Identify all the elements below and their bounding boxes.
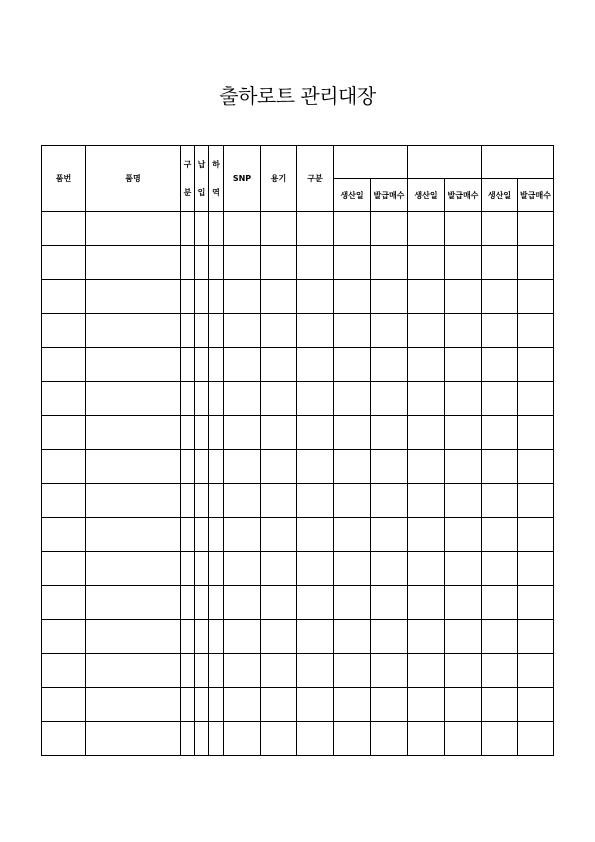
table-cell[interactable] <box>334 450 371 484</box>
table-cell[interactable] <box>42 382 86 416</box>
table-cell[interactable] <box>408 382 445 416</box>
table-cell[interactable] <box>195 484 209 518</box>
table-cell[interactable] <box>371 552 408 586</box>
table-cell[interactable] <box>261 348 297 382</box>
table-cell[interactable] <box>195 722 209 756</box>
table-cell[interactable] <box>445 246 482 280</box>
table-cell[interactable] <box>181 246 195 280</box>
table-cell[interactable] <box>86 552 181 586</box>
table-cell[interactable] <box>518 246 554 280</box>
header-snp: SNP <box>224 146 261 212</box>
header-group-2 <box>408 146 482 179</box>
table-cell[interactable] <box>297 654 334 688</box>
table-cell[interactable] <box>224 722 261 756</box>
table-cell[interactable] <box>181 518 195 552</box>
table-cell[interactable] <box>518 722 554 756</box>
header-production-date: 생산일 <box>334 179 371 212</box>
table-cell[interactable] <box>297 314 334 348</box>
table-cell[interactable] <box>371 314 408 348</box>
table-cell[interactable] <box>181 416 195 450</box>
table-cell[interactable] <box>261 382 297 416</box>
table-cell[interactable] <box>42 280 86 314</box>
table-cell[interactable] <box>408 688 445 722</box>
table-cell[interactable] <box>297 212 334 246</box>
table-cell[interactable] <box>518 416 554 450</box>
table-cell[interactable] <box>42 348 86 382</box>
header-issue-count: 발급매수 <box>445 179 482 212</box>
table-cell[interactable] <box>42 484 86 518</box>
table-row <box>42 518 554 552</box>
table-cell[interactable] <box>408 620 445 654</box>
table-cell[interactable] <box>209 382 224 416</box>
table-cell[interactable] <box>209 280 224 314</box>
table-cell[interactable] <box>195 688 209 722</box>
table-cell[interactable] <box>86 246 181 280</box>
table-cell[interactable] <box>209 722 224 756</box>
table-cell[interactable] <box>371 586 408 620</box>
table-row <box>42 382 554 416</box>
table-cell[interactable] <box>86 722 181 756</box>
header-category-bottom: 분 <box>183 188 192 197</box>
table-cell[interactable] <box>42 688 86 722</box>
header-row-top <box>42 146 554 179</box>
table-cell[interactable] <box>261 416 297 450</box>
header-part-name: 품명 <box>86 146 181 212</box>
table-cell[interactable] <box>297 484 334 518</box>
table-cell[interactable] <box>195 586 209 620</box>
table-cell[interactable] <box>334 348 371 382</box>
table-cell[interactable] <box>371 518 408 552</box>
table-cell[interactable] <box>518 654 554 688</box>
table-cell[interactable] <box>209 552 224 586</box>
table-cell[interactable] <box>209 620 224 654</box>
table-cell[interactable] <box>42 416 86 450</box>
table-row <box>42 246 554 280</box>
table-cell[interactable] <box>334 416 371 450</box>
table-cell[interactable] <box>371 654 408 688</box>
table-row <box>42 620 554 654</box>
table-cell[interactable] <box>334 688 371 722</box>
header-receipt <box>195 146 209 212</box>
table-cell[interactable] <box>86 620 181 654</box>
table-cell[interactable] <box>42 552 86 586</box>
table-cell[interactable] <box>195 246 209 280</box>
table-cell[interactable] <box>445 314 482 348</box>
table-cell[interactable] <box>261 280 297 314</box>
table-cell[interactable] <box>209 518 224 552</box>
table-cell[interactable] <box>224 688 261 722</box>
table-cell[interactable] <box>195 450 209 484</box>
table-cell[interactable] <box>195 280 209 314</box>
table-cell[interactable] <box>445 586 482 620</box>
table-row <box>42 416 554 450</box>
table-cell[interactable] <box>181 280 195 314</box>
table-cell[interactable] <box>518 212 554 246</box>
header-production-date: 생산일 <box>408 179 445 212</box>
table-cell[interactable] <box>224 552 261 586</box>
table-cell[interactable] <box>408 348 445 382</box>
table-cell[interactable] <box>224 654 261 688</box>
header-category <box>181 146 195 212</box>
table-cell[interactable] <box>482 212 518 246</box>
table-cell[interactable] <box>224 246 261 280</box>
table-cell[interactable] <box>518 688 554 722</box>
table-cell[interactable] <box>371 688 408 722</box>
table-cell[interactable] <box>181 688 195 722</box>
table-cell[interactable] <box>334 246 371 280</box>
table-cell[interactable] <box>209 450 224 484</box>
table-cell[interactable] <box>42 450 86 484</box>
table-cell[interactable] <box>224 348 261 382</box>
table-cell[interactable] <box>42 586 86 620</box>
table-cell[interactable] <box>86 518 181 552</box>
table-cell[interactable] <box>86 654 181 688</box>
table-cell[interactable] <box>42 246 86 280</box>
table-cell[interactable] <box>261 314 297 348</box>
table-cell[interactable] <box>297 552 334 586</box>
table-cell[interactable] <box>297 518 334 552</box>
header-destination-top: 하 <box>212 160 220 169</box>
header-receipt-top: 납 <box>197 160 206 169</box>
table-cell[interactable] <box>261 654 297 688</box>
table-cell[interactable] <box>334 722 371 756</box>
table-cell[interactable] <box>445 212 482 246</box>
table-cell[interactable] <box>518 518 554 552</box>
table-cell[interactable] <box>209 246 224 280</box>
table-cell[interactable] <box>195 314 209 348</box>
table-cell[interactable] <box>408 212 445 246</box>
table-cell[interactable] <box>445 688 482 722</box>
table-cell[interactable] <box>408 552 445 586</box>
table-cell[interactable] <box>445 518 482 552</box>
table-cell[interactable] <box>371 722 408 756</box>
table-cell[interactable] <box>42 314 86 348</box>
table-cell[interactable] <box>86 280 181 314</box>
table-cell[interactable] <box>518 314 554 348</box>
table-cell[interactable] <box>371 348 408 382</box>
table-cell[interactable] <box>209 348 224 382</box>
table-cell[interactable] <box>297 382 334 416</box>
table-cell[interactable] <box>408 416 445 450</box>
table-cell[interactable] <box>195 416 209 450</box>
table-cell[interactable] <box>297 450 334 484</box>
table-cell[interactable] <box>445 654 482 688</box>
table-cell[interactable] <box>42 518 86 552</box>
table-row <box>42 280 554 314</box>
table-cell[interactable] <box>181 314 195 348</box>
table-cell[interactable] <box>224 416 261 450</box>
table-cell[interactable] <box>371 212 408 246</box>
table-cell[interactable] <box>209 688 224 722</box>
table-cell[interactable] <box>334 314 371 348</box>
table-cell[interactable] <box>181 348 195 382</box>
table-cell[interactable] <box>86 416 181 450</box>
table-row <box>42 348 554 382</box>
table-row <box>42 484 554 518</box>
table-cell[interactable] <box>86 450 181 484</box>
table-cell[interactable] <box>408 314 445 348</box>
table-cell[interactable] <box>261 212 297 246</box>
table-cell[interactable] <box>482 348 518 382</box>
table-cell[interactable] <box>445 450 482 484</box>
table-cell[interactable] <box>261 620 297 654</box>
table-cell[interactable] <box>86 586 181 620</box>
table-cell[interactable] <box>334 518 371 552</box>
table-row <box>42 212 554 246</box>
table-cell[interactable] <box>261 484 297 518</box>
table-cell[interactable] <box>482 484 518 518</box>
table-cell[interactable] <box>445 722 482 756</box>
table-cell[interactable] <box>261 518 297 552</box>
table-cell[interactable] <box>482 586 518 620</box>
table-cell[interactable] <box>371 450 408 484</box>
table-cell[interactable] <box>334 484 371 518</box>
table-cell[interactable] <box>408 280 445 314</box>
table-row <box>42 586 554 620</box>
table-cell[interactable] <box>371 620 408 654</box>
table-row <box>42 450 554 484</box>
table-cell[interactable] <box>334 212 371 246</box>
table-cell[interactable] <box>334 620 371 654</box>
table-cell[interactable] <box>445 382 482 416</box>
table-cell[interactable] <box>518 552 554 586</box>
table-cell[interactable] <box>334 280 371 314</box>
table-cell[interactable] <box>195 348 209 382</box>
table-cell[interactable] <box>371 484 408 518</box>
table-cell[interactable] <box>224 280 261 314</box>
table-cell[interactable] <box>224 382 261 416</box>
header-group-1 <box>334 146 408 179</box>
table-cell[interactable] <box>482 688 518 722</box>
table-row <box>42 552 554 586</box>
table-cell[interactable] <box>86 314 181 348</box>
table-cell[interactable] <box>195 518 209 552</box>
table-cell[interactable] <box>482 280 518 314</box>
table-cell[interactable] <box>371 246 408 280</box>
table-cell[interactable] <box>86 484 181 518</box>
table-cell[interactable] <box>181 620 195 654</box>
table-cell[interactable] <box>518 484 554 518</box>
table-cell[interactable] <box>86 212 181 246</box>
table-cell[interactable] <box>445 416 482 450</box>
table-row <box>42 654 554 688</box>
table-cell[interactable] <box>181 586 195 620</box>
table-cell[interactable] <box>209 314 224 348</box>
table-row <box>42 688 554 722</box>
table-cell[interactable] <box>224 314 261 348</box>
table-cell[interactable] <box>181 654 195 688</box>
table-cell[interactable] <box>482 246 518 280</box>
table-cell[interactable] <box>297 586 334 620</box>
table-cell[interactable] <box>518 450 554 484</box>
header-destination-bottom: 역 <box>212 188 220 197</box>
table-cell[interactable] <box>518 280 554 314</box>
table-cell[interactable] <box>445 620 482 654</box>
table-cell[interactable] <box>261 552 297 586</box>
table-cell[interactable] <box>334 586 371 620</box>
table-cell[interactable] <box>334 382 371 416</box>
document-title: 출하로트 관리대장 <box>219 84 376 108</box>
table-cell[interactable] <box>445 280 482 314</box>
table-cell[interactable] <box>371 280 408 314</box>
header-destination <box>209 146 224 212</box>
table-cell[interactable] <box>334 552 371 586</box>
table-cell[interactable] <box>371 382 408 416</box>
table-cell[interactable] <box>408 450 445 484</box>
table-cell[interactable] <box>297 620 334 654</box>
table-cell[interactable] <box>195 654 209 688</box>
table-cell[interactable] <box>261 586 297 620</box>
table-cell[interactable] <box>195 382 209 416</box>
table-cell[interactable] <box>209 654 224 688</box>
table-cell[interactable] <box>224 518 261 552</box>
table-cell[interactable] <box>42 620 86 654</box>
table-cell[interactable] <box>482 552 518 586</box>
header-container: 용기 <box>261 146 297 212</box>
table-cell[interactable] <box>42 212 86 246</box>
table-cell[interactable] <box>261 246 297 280</box>
table-cell[interactable] <box>408 518 445 552</box>
table-cell[interactable] <box>195 620 209 654</box>
table-cell[interactable] <box>518 382 554 416</box>
table-cell[interactable] <box>209 484 224 518</box>
table-cell[interactable] <box>261 722 297 756</box>
header-receipt-bottom: 입 <box>197 188 206 197</box>
table-cell[interactable] <box>482 518 518 552</box>
header-production-date: 생산일 <box>482 179 518 212</box>
table-cell[interactable] <box>261 688 297 722</box>
header-part-no: 품번 <box>42 146 86 212</box>
header-issue-count: 발급매수 <box>518 179 554 212</box>
table-cell[interactable] <box>297 416 334 450</box>
table-cell[interactable] <box>42 722 86 756</box>
table-cell[interactable] <box>445 348 482 382</box>
table-cell[interactable] <box>408 484 445 518</box>
table-cell[interactable] <box>42 654 86 688</box>
table-cell[interactable] <box>445 552 482 586</box>
table-cell[interactable] <box>209 416 224 450</box>
table-cell[interactable] <box>209 212 224 246</box>
table-cell[interactable] <box>181 382 195 416</box>
table-cell[interactable] <box>518 620 554 654</box>
table-cell[interactable] <box>224 620 261 654</box>
table-cell[interactable] <box>181 212 195 246</box>
table-cell[interactable] <box>181 722 195 756</box>
header-category-top: 구 <box>183 160 192 169</box>
table-cell[interactable] <box>482 450 518 484</box>
table-cell[interactable] <box>297 688 334 722</box>
table-cell[interactable] <box>518 586 554 620</box>
table-cell[interactable] <box>408 654 445 688</box>
table-cell[interactable] <box>334 654 371 688</box>
table-cell[interactable] <box>482 654 518 688</box>
table-cell[interactable] <box>445 484 482 518</box>
table-cell[interactable] <box>297 246 334 280</box>
table-cell[interactable] <box>408 722 445 756</box>
header-issue-count: 발급매수 <box>371 179 408 212</box>
table-cell[interactable] <box>224 586 261 620</box>
table-cell[interactable] <box>408 586 445 620</box>
table-cell[interactable] <box>86 688 181 722</box>
table-cell[interactable] <box>408 246 445 280</box>
table-cell[interactable] <box>297 348 334 382</box>
table-cell[interactable] <box>297 280 334 314</box>
table-cell[interactable] <box>195 552 209 586</box>
table-cell[interactable] <box>195 212 209 246</box>
shipment-lot-ledger-table <box>41 145 554 756</box>
header-type: 구분 <box>297 146 334 212</box>
header-group-3 <box>482 146 554 179</box>
table-cell[interactable] <box>224 212 261 246</box>
table-row <box>42 314 554 348</box>
table-cell[interactable] <box>181 484 195 518</box>
table-cell[interactable] <box>297 722 334 756</box>
table-cell[interactable] <box>224 484 261 518</box>
table-cell[interactable] <box>261 450 297 484</box>
table-cell[interactable] <box>482 314 518 348</box>
table-cell[interactable] <box>86 348 181 382</box>
table-cell[interactable] <box>224 450 261 484</box>
table-cell[interactable] <box>482 416 518 450</box>
table-cell[interactable] <box>181 450 195 484</box>
table-cell[interactable] <box>86 382 181 416</box>
table-cell[interactable] <box>482 620 518 654</box>
table-cell[interactable] <box>482 382 518 416</box>
table-cell[interactable] <box>181 552 195 586</box>
table-row <box>42 722 554 756</box>
table-cell[interactable] <box>371 416 408 450</box>
table-cell[interactable] <box>518 348 554 382</box>
table-cell[interactable] <box>482 722 518 756</box>
table-cell[interactable] <box>209 586 224 620</box>
